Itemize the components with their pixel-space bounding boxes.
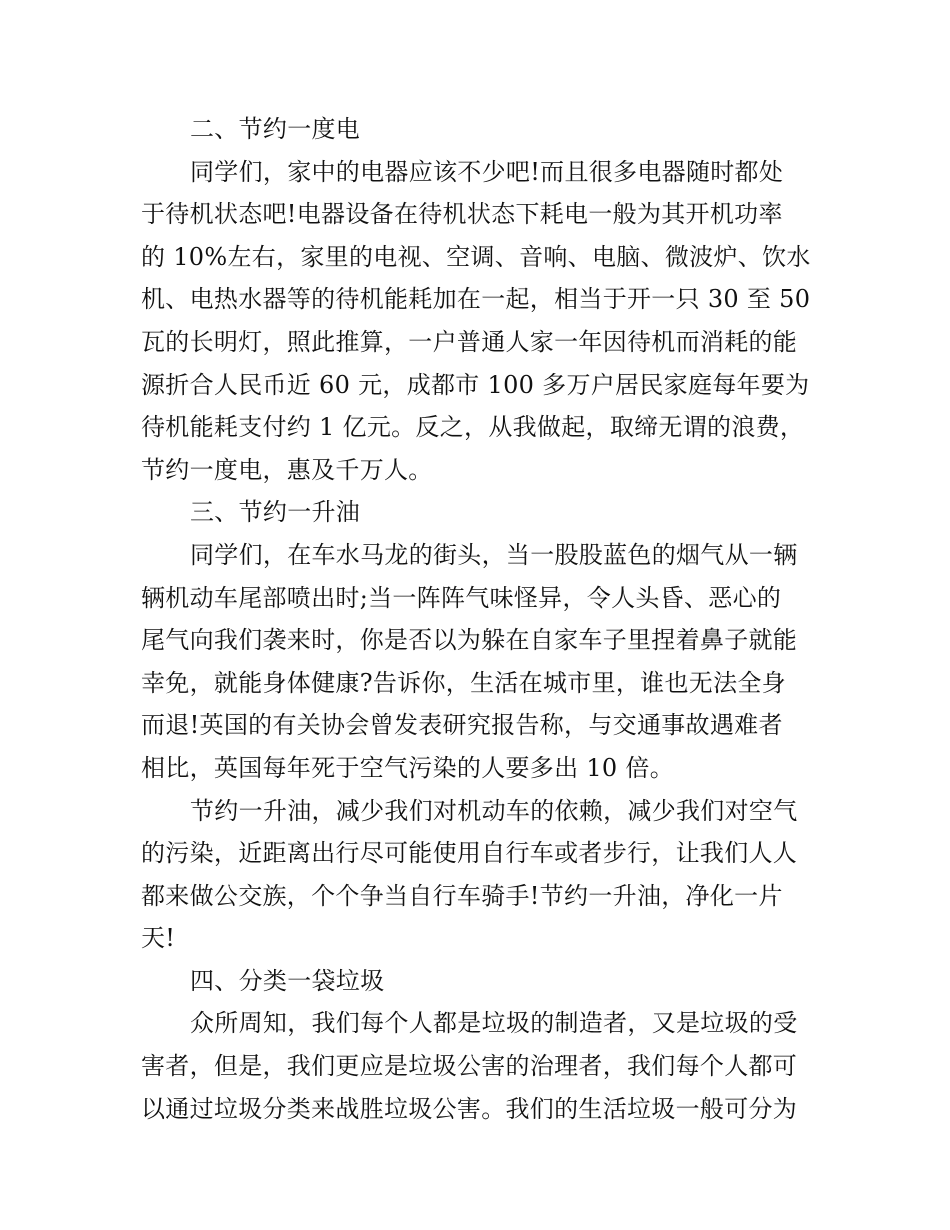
paragraph-line: 尾气向我们袭来时，你是否以为躲在自家车子里捏着鼻子就能 (141, 626, 798, 655)
paragraph-line: 天! (141, 924, 176, 953)
paragraph-line: 相比，英国每年死于空气污染的人要多出 10 倍。 (141, 753, 674, 782)
paragraph-line: 幸免，就能身体健康?告诉你，生活在城市里，谁也无法全身 (141, 668, 786, 697)
paragraph-line: 源折合人民币近 60 元，成都市 100 多万户居民家庭每年要为 (141, 370, 810, 399)
paragraph-line: 害者，但是，我们更应是垃圾公害的治理者，我们每个人都可 (141, 1052, 798, 1081)
heading-sort-garbage: 四、分类一袋垃圾 (190, 966, 385, 995)
paragraph-line: 的污染，近距离出行尽可能使用自行车或者步行，让我们人人 (141, 839, 798, 868)
paragraph-line: 辆机动车尾部喷出时;当一阵阵气味怪异，令人头昏、恶心的 (141, 583, 782, 612)
paragraph-line: 节约一升油，减少我们对机动车的依赖，减少我们对空气 (190, 796, 798, 825)
paragraph-line: 的 10%左右，家里的电视、空调、音响、电脑、微波炉、饮水 (141, 242, 811, 271)
heading-save-electricity: 二、节约一度电 (190, 115, 361, 143)
paragraph-line: 瓦的长明灯，照此推算，一户普通人家一年因待机而消耗的能 (141, 327, 798, 356)
paragraph-line: 以通过垃圾分类来战胜垃圾公害。我们的生活垃圾一般可分为 (141, 1094, 798, 1123)
paragraph-line: 机、电热水器等的待机能耗加在一起，相当于开一只 30 至 50 (141, 285, 811, 314)
paragraph-line: 众所周知，我们每个人都是垃圾的制造者，又是垃圾的受 (190, 1009, 798, 1038)
paragraph-line: 待机能耗支付约 1 亿元。反之，从我做起，取缔无谓的浪费， (141, 413, 805, 442)
paragraph-line: 同学们，家中的电器应该不少吧!而且很多电器随时都处 (190, 157, 784, 186)
paragraph-line: 于待机状态吧!电器设备在待机状态下耗电一般为其开机功率 (141, 200, 783, 229)
paragraph-line: 同学们，在车水马龙的街头，当一股股蓝色的烟气从一辆 (190, 540, 798, 569)
paragraph-line: 节约一度电，惠及千万人。 (141, 455, 433, 484)
heading-save-oil: 三、节约一升油 (190, 498, 361, 527)
paragraph-line: 都来做公交族，个个争当自行车骑手!节约一升油，净化一片 (141, 881, 783, 910)
paragraph-line: 而退!英国的有关协会曾发表研究报告称，与交通事故遇难者 (141, 711, 783, 740)
